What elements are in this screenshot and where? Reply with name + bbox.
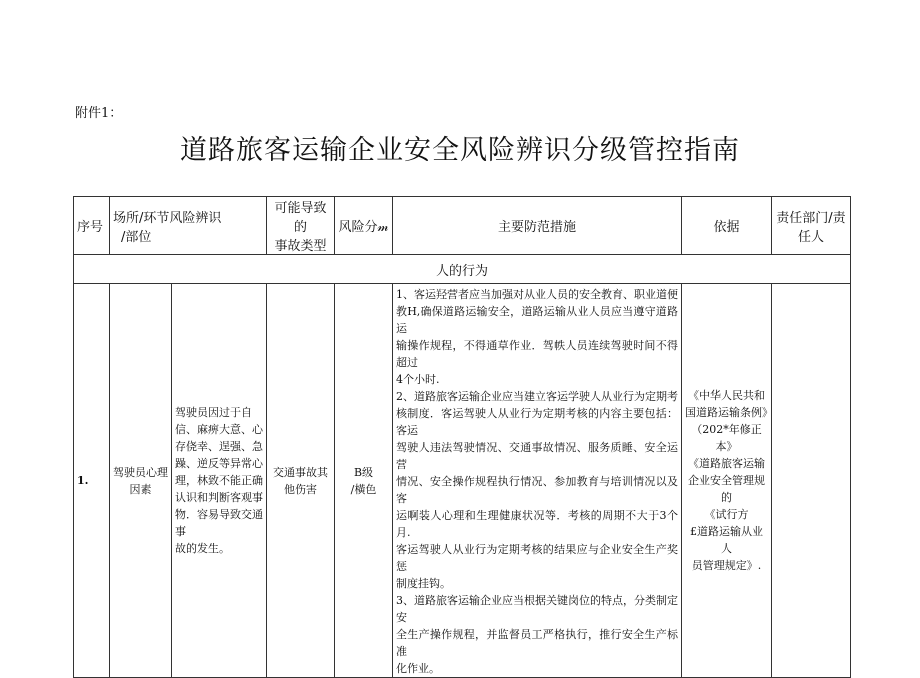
row-measures-line: 3、道路旅客运输企业应当根据关键岗位的特点，分类制定安 <box>396 594 678 624</box>
row-measures-line: 教H,确保道路运输安全，道路运输从业人员应当遵守道路运 <box>396 305 678 335</box>
row-risk-line: 躁、逆反等异常心 <box>175 457 263 470</box>
row-risk-line: 物．容易导致交通事 <box>175 508 263 538</box>
attachment-label: 附件1： <box>75 106 123 121</box>
row-place-line: 驾驶员心理 <box>113 465 168 479</box>
row-no: 1. <box>74 284 110 678</box>
col-header-level: 风险分𝓂 <box>335 197 393 255</box>
col-header-responsible <box>772 197 851 255</box>
row-risk-line: 存侥幸、逞强、急 <box>175 440 263 453</box>
row-level <box>335 284 393 678</box>
row-basis-line: 《道路旅客运输 <box>688 457 765 470</box>
row-place <box>110 284 172 678</box>
row-risk-line: 理，林致不能正确 <box>175 474 263 487</box>
row-level-line: B级 <box>353 465 374 479</box>
row-measures <box>393 284 682 678</box>
row-measures-line: 情况、安全操作规程执行情况、参加教育与培训情况以及客 <box>396 475 678 505</box>
row-risk-line: 信、麻痹大意、心 <box>175 423 263 436</box>
row-measures-line: 输操作规程，不得通草作业．驾帙人员连续驾驶时间不得超过 <box>396 339 678 369</box>
col-header-place-risk <box>110 197 267 255</box>
table-row <box>74 284 851 678</box>
row-measures-line: 运啊装人心理和生理健康状况等．考核的周期不大于3个月. <box>396 509 678 539</box>
row-risk <box>172 284 267 678</box>
row-basis <box>682 284 772 678</box>
col-header-risk: 风险辨识 <box>169 210 222 226</box>
col-header-accident-line2: 事故类型 <box>274 239 327 254</box>
section-title: 人的行为 <box>74 255 851 284</box>
row-basis-line: 《试行方 <box>704 508 749 521</box>
row-basis-line: （202*年修正本》 <box>691 423 762 453</box>
row-measures-line: 1、客运羟营者应当加强对从业人员的安全教育、职业道便 <box>396 288 678 301</box>
row-basis-line: 《中华人民共和 <box>688 389 765 402</box>
col-header-resp-line1: 责任部门/责 <box>776 210 846 226</box>
row-risk-line: 故的发生。 <box>175 542 230 555</box>
row-measures-line: 制度挂钩。 <box>396 577 451 590</box>
row-accident <box>267 284 335 678</box>
row-measures-line: 2、道路旅客运输企业应当建立客运学驶人从业行为定期考 <box>396 390 678 403</box>
row-measures-line: 化作业。 <box>396 662 440 675</box>
row-risk-line: 认识和判断客观事 <box>175 491 263 504</box>
row-measures-line: 核制度．客运驾驶人从业行为定期考核的内容主要包括：客运 <box>396 407 678 437</box>
col-header-place-line2: /部位 <box>121 229 152 245</box>
col-header-basis: 依据 <box>682 197 772 255</box>
col-header-accident-line1: 可能导致的 <box>274 201 327 235</box>
table-header-row <box>74 197 851 255</box>
col-header-measures: 主要防范措施 <box>393 197 682 255</box>
col-header-accident <box>267 197 335 255</box>
row-measures-line: 客运驾驶人从业行为定期考核的结果应与企业安全生产奖惩 <box>396 543 678 573</box>
risk-table <box>73 196 851 678</box>
row-basis-line: 国道路运输条例》 <box>685 406 773 419</box>
col-header-resp-line2: 任人 <box>797 229 824 245</box>
row-accident-line: 交通事故其 <box>273 465 328 479</box>
col-header-no: 序号 <box>74 197 110 255</box>
row-measures-line: 4个小时. <box>396 373 440 386</box>
document-title: 道路旅客运输企业安全风险辨识分级管控指南 <box>180 135 740 166</box>
col-header-place-line1: 场所/环节 <box>113 210 170 226</box>
row-measures-line: 全生产操作规程，并监督员工严格执行，推行安全生产标准 <box>396 628 678 658</box>
row-level-line: /橫色 <box>350 482 377 496</box>
row-responsible <box>772 284 851 678</box>
row-basis-line: £道路运输从业人 <box>690 525 763 555</box>
row-measures-line: 驾驶人违法驾驶情况、交通事故情况、服务质睡、安全运营 <box>396 441 678 471</box>
row-basis-line: 企业安全管理规的 <box>688 474 765 504</box>
section-row <box>74 255 851 284</box>
row-basis-line: 员管理规定》. <box>691 559 762 572</box>
row-risk-line: 驾驶员因过于自 <box>175 406 252 419</box>
row-accident-line: 他伤害 <box>284 482 317 496</box>
row-place-line: 因素 <box>129 482 152 496</box>
